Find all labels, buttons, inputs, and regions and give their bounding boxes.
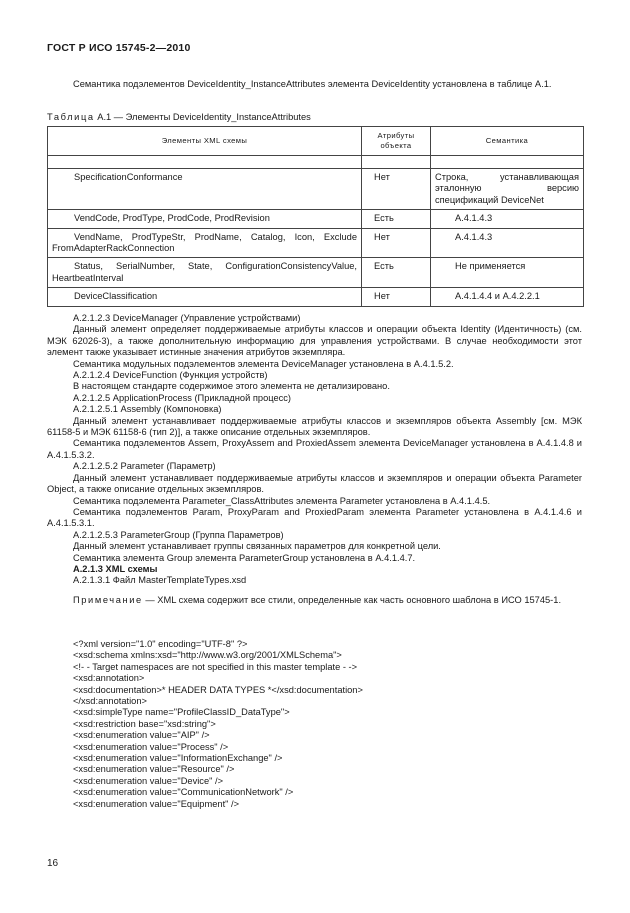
header-xml-elements: Элементы XML схемы [48, 127, 362, 156]
note-label: Примечание [73, 594, 143, 605]
code-line: <xsd:annotation> [73, 673, 145, 684]
table-caption-text: А.1 — Элементы DeviceIdentity_InstanceAttributes [94, 112, 311, 122]
note-text: — XML схема содержит все стили, определенные как часть основного шаблона в ИСО 15745-1. [142, 594, 562, 605]
code-line: <xsd:enumeration value="Equipment" /> [73, 798, 240, 809]
code-line: <xsd:enumeration value="Process" /> [73, 741, 229, 752]
intro-paragraph: Семантика подэлементов DeviceIdentity_InstanceAttributes элемента DeviceIdentity установлена в таблице А.1. [73, 79, 552, 89]
table-row [48, 288, 584, 306]
table-spacer-row [48, 156, 584, 169]
body-paragraph: Семантика модульных подэлементов элемента DeviceManager установлена в А.4.1.5.2. [73, 358, 454, 369]
code-line: <xsd:simpleType name="ProfileClassID_DataType"> [73, 707, 290, 718]
body-paragraph: Данный элемент определяет поддерживаемые атрибуты классов и операции объекта Identity (Идентичность) (см. МЭК 62026-3), а также дополнительную информацию для управления устройствами. В случае необходимости этот элемент также указывает истинные значения атрибутов экземпляра. [47, 324, 582, 358]
cell-element: VendCode, ProdType, ProdCode, ProdRevision [74, 213, 270, 224]
table-caption-label: Таблица [47, 112, 95, 122]
cell-semantics: Не применяется [431, 258, 584, 288]
code-line: <xsd:restriction base="xsd:string"> [73, 718, 216, 729]
table-header-row [48, 127, 584, 156]
table-row [48, 169, 584, 210]
cell-element: Status, SerialNumber, State, ConfigurationConsistencyValue, HeartbeatInterval [48, 258, 362, 288]
cell-attr: Есть [362, 210, 431, 228]
body-paragraph: А.2.1.2.4 DeviceFunction (Функция устройств) [73, 370, 268, 381]
body-paragraph: Семантика подэлементов Assem, ProxyAssem and ProxiedAssem элемента DeviceManager установлена в А.4.1.4.8 и А.4.1.5.3.2. [47, 438, 582, 460]
code-line: <xsd:documentation>* HEADER DATA TYPES *</xsd:documentation> [73, 684, 363, 695]
code-line: <xsd:schema xmlns:xsd="http://www.w3.org/2001/XMLSchema"> [73, 650, 342, 661]
code-line: <xsd:enumeration value="Device" /> [73, 775, 224, 786]
note-paragraph [47, 595, 582, 606]
body-paragraph: Семантика элемента Group элемента ParameterGroup установлена в А.4.1.4.7. [73, 552, 416, 563]
body-paragraph: А.2.1.2.5.2 Parameter (Параметр) [73, 461, 216, 472]
cell-attr: Нет [362, 228, 431, 258]
xml-code-listing [73, 639, 583, 810]
body-paragraph: Семантика подэлемента Parameter_ClassAttributes элемента Parameter установлена в А.4.1.4.5. [73, 495, 491, 506]
header-object-attributes: Атрибуты объекта [362, 127, 431, 156]
table-row [48, 228, 584, 258]
body-paragraph: Семантика подэлементов Param, ProxyParam and ProxiedParam элемента Parameter установлена в А.4.1.4.6 и А.4.1.5.3.1. [47, 506, 582, 529]
code-line: <xsd:enumeration value="AIP" /> [73, 730, 210, 741]
code-line: <!- - Target namespaces are not specified in this master template - -> [73, 661, 358, 672]
body-paragraph: А.2.1.3.1 Файл MasterTemplateTypes.xsd [73, 575, 247, 586]
table-row [48, 210, 584, 228]
cell-attr: Нет [362, 288, 431, 306]
cell-semantics: А.4.1.4.3 [431, 210, 584, 228]
body-paragraph: А.2.1.2.5 ApplicationProcess (Прикладной процесс) [73, 392, 292, 403]
code-line: <xsd:enumeration value="Resource" /> [73, 764, 235, 775]
cell-semantics: А.4.1.4.4 и А.4.2.2.1 [431, 288, 584, 306]
attributes-table [47, 126, 584, 307]
body-paragraph: В настоящем стандарте содержимое этого элемента не детализировано. [73, 381, 390, 392]
code-line: <?xml version="1.0" encoding="UTF-8" ?> [73, 639, 248, 649]
cell-semantics: А.4.1.4.3 [431, 228, 584, 258]
cell-attr: Есть [362, 258, 431, 288]
body-paragraph: А.2.1.2.5.1 Assembly (Компоновка) [73, 404, 222, 415]
body-paragraph: Данный элемент устанавливает группы связанных параметров для конкретной цели. [73, 541, 441, 552]
body-paragraph: А.2.1.2.5.3 ParameterGroup (Группа Параметров) [73, 529, 284, 540]
section-heading: А.2.1.3 XML схемы [73, 563, 158, 574]
cell-semantics: Строка, устанавливающая эталонную версию спецификаций DeviceNet [431, 169, 584, 210]
body-paragraph: Данный элемент устанавливает поддерживаемые атрибуты классов и экземпляров и операции объекта Parameter Object, а также описание отдельных экземпляров. [47, 472, 582, 495]
cell-element: VendName, ProdTypeStr, ProdName, Catalog, Icon, Exclude FromAdapterRackConnection [48, 228, 362, 258]
cell-element: DeviceClassification [74, 291, 158, 302]
code-line: <xsd:enumeration value="CommunicationNetwork" /> [73, 787, 294, 798]
cell-element: SpecificationConformance [74, 172, 183, 182]
body-paragraph: Данный элемент устанавливает поддерживаемые атрибуты классов и экземпляров объекта Assembly [см. МЭК 61158-5 и МЭК 61158-6 (тип 2)], а также описание отдельных экземпляров. [47, 415, 582, 438]
table-row [48, 258, 584, 288]
page-number: 16 [47, 858, 59, 869]
table-caption [47, 112, 311, 123]
code-line: <xsd:enumeration value="InformationExchange" /> [73, 753, 283, 764]
body-text [47, 313, 582, 606]
header-semantics: Семантика [431, 127, 584, 156]
code-line: </xsd:annotation> [73, 696, 147, 707]
document-header: ГОСТ Р ИСО 15745-2—2010 [47, 42, 191, 54]
body-paragraph: А.2.1.2.3 DeviceManager (Управление устройствами) [73, 313, 301, 323]
cell-attr: Нет [362, 169, 431, 210]
